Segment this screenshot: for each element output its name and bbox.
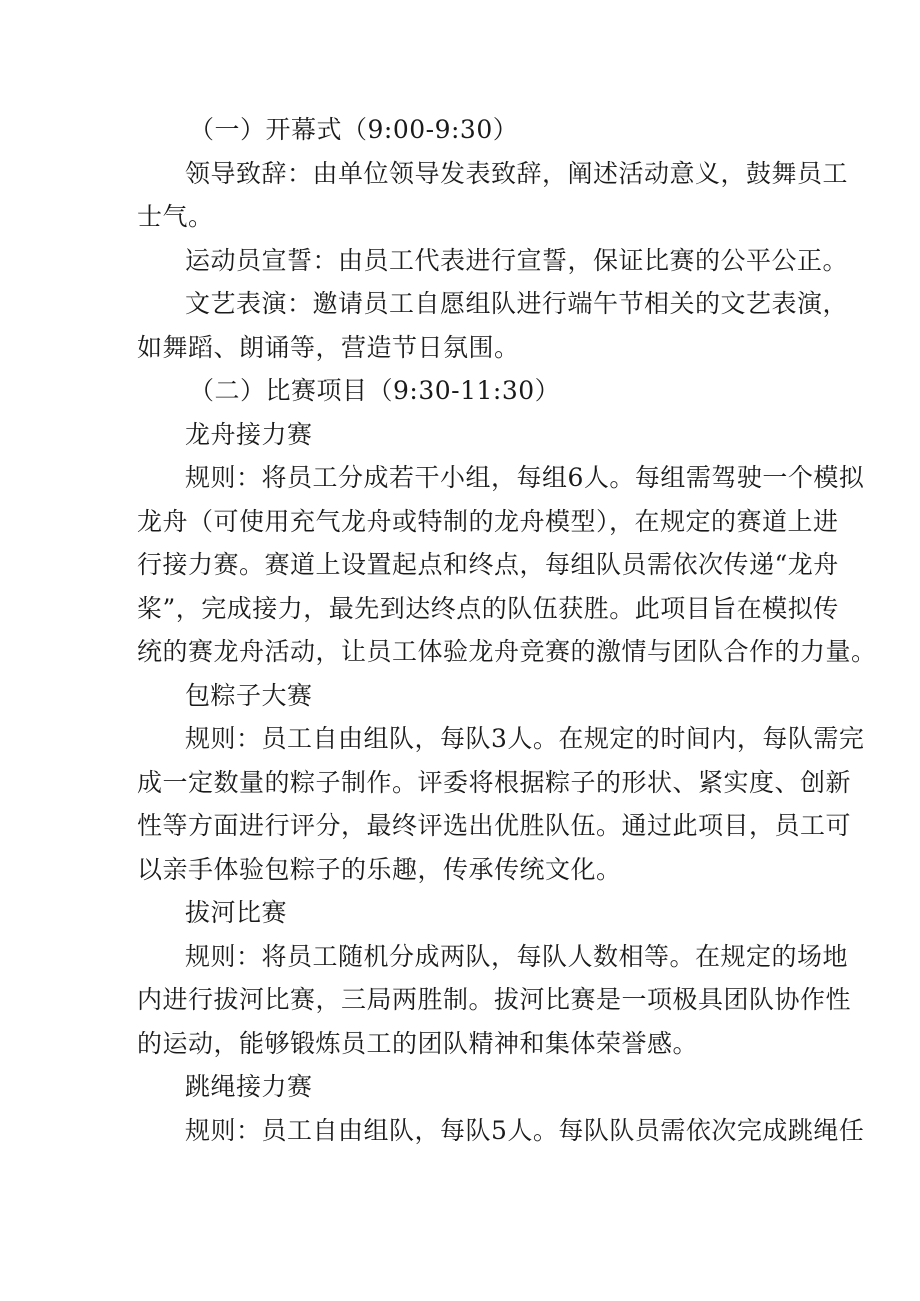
paragraph-line: 成一定数量的粽子制作。评委将根据粽子的形状、紧实度、创新: [137, 767, 852, 797]
event-title-zongzi: 包粽子大赛: [185, 680, 313, 710]
paragraph-line: 以亲手体验包粽子的乐趣，传承传统文化。: [137, 854, 622, 884]
document-body: [137, 108, 877, 1152]
paragraph-line: 如舞蹈、朗诵等，营造节日氛围。: [137, 332, 520, 362]
paragraph-line: 规则：员工自由组队，每队3人。在规定的时间内，每队需完: [185, 724, 865, 753]
paragraph-line: 的运动，能够锻炼员工的团队精神和集体荣誉感。: [137, 1028, 699, 1058]
event-title-dragon-boat: 龙舟接力赛: [185, 419, 313, 449]
paragraph-line: 文艺表演：邀请员工自愿组队进行端午节相关的文艺表演，: [185, 289, 849, 318]
event-title-rope-skipping: 跳绳接力赛: [185, 1072, 313, 1101]
paragraph-line: 规则：将员工随机分成两队，每队人数相等。在规定的场地: [185, 941, 849, 971]
paragraph-line: 龙舟（可使用充气龙舟或特制的龙舟模型），在规定的赛道上进: [137, 506, 839, 536]
section-heading-events: （二）比赛项目（9:30-11:30）: [189, 376, 561, 405]
paragraph-line: 运动员宣誓：由员工代表进行宣誓，保证比赛的公平公正。: [185, 245, 849, 275]
event-title-tug-of-war: 拔河比赛: [185, 898, 288, 927]
paragraph-line: 内进行拔河比赛，三局两胜制。拔河比赛是一项极具团队协作性: [137, 985, 852, 1014]
paragraph-line: 统的赛龙舟活动，让员工体验龙舟竞赛的激情与团队合作的力量。: [137, 637, 877, 666]
section-heading-opening: （一）开幕式（9:00-9:30）: [189, 115, 519, 144]
paragraph-line: 性等方面进行评分，最终评选出优胜队伍。通过此项目，员工可: [137, 811, 852, 840]
paragraph-line: 桨”，完成接力，最先到达终点的队伍获胜。此项目旨在模拟传: [137, 593, 839, 623]
paragraph-line: 规则：将员工分成若干小组，每组6人。每组需驾驶一个模拟: [185, 463, 865, 492]
paragraph-line: 领导致辞：由单位领导发表致辞，阐述活动意义，鼓舞员工: [185, 158, 849, 188]
paragraph-line: 行接力赛。赛道上设置起点和终点，每组队员需依次传递“龙舟: [137, 550, 839, 579]
paragraph-line: 士气。: [137, 202, 214, 231]
paragraph-line: 规则：员工自由组队，每队5人。每队队员需依次完成跳绳任: [185, 1115, 865, 1145]
